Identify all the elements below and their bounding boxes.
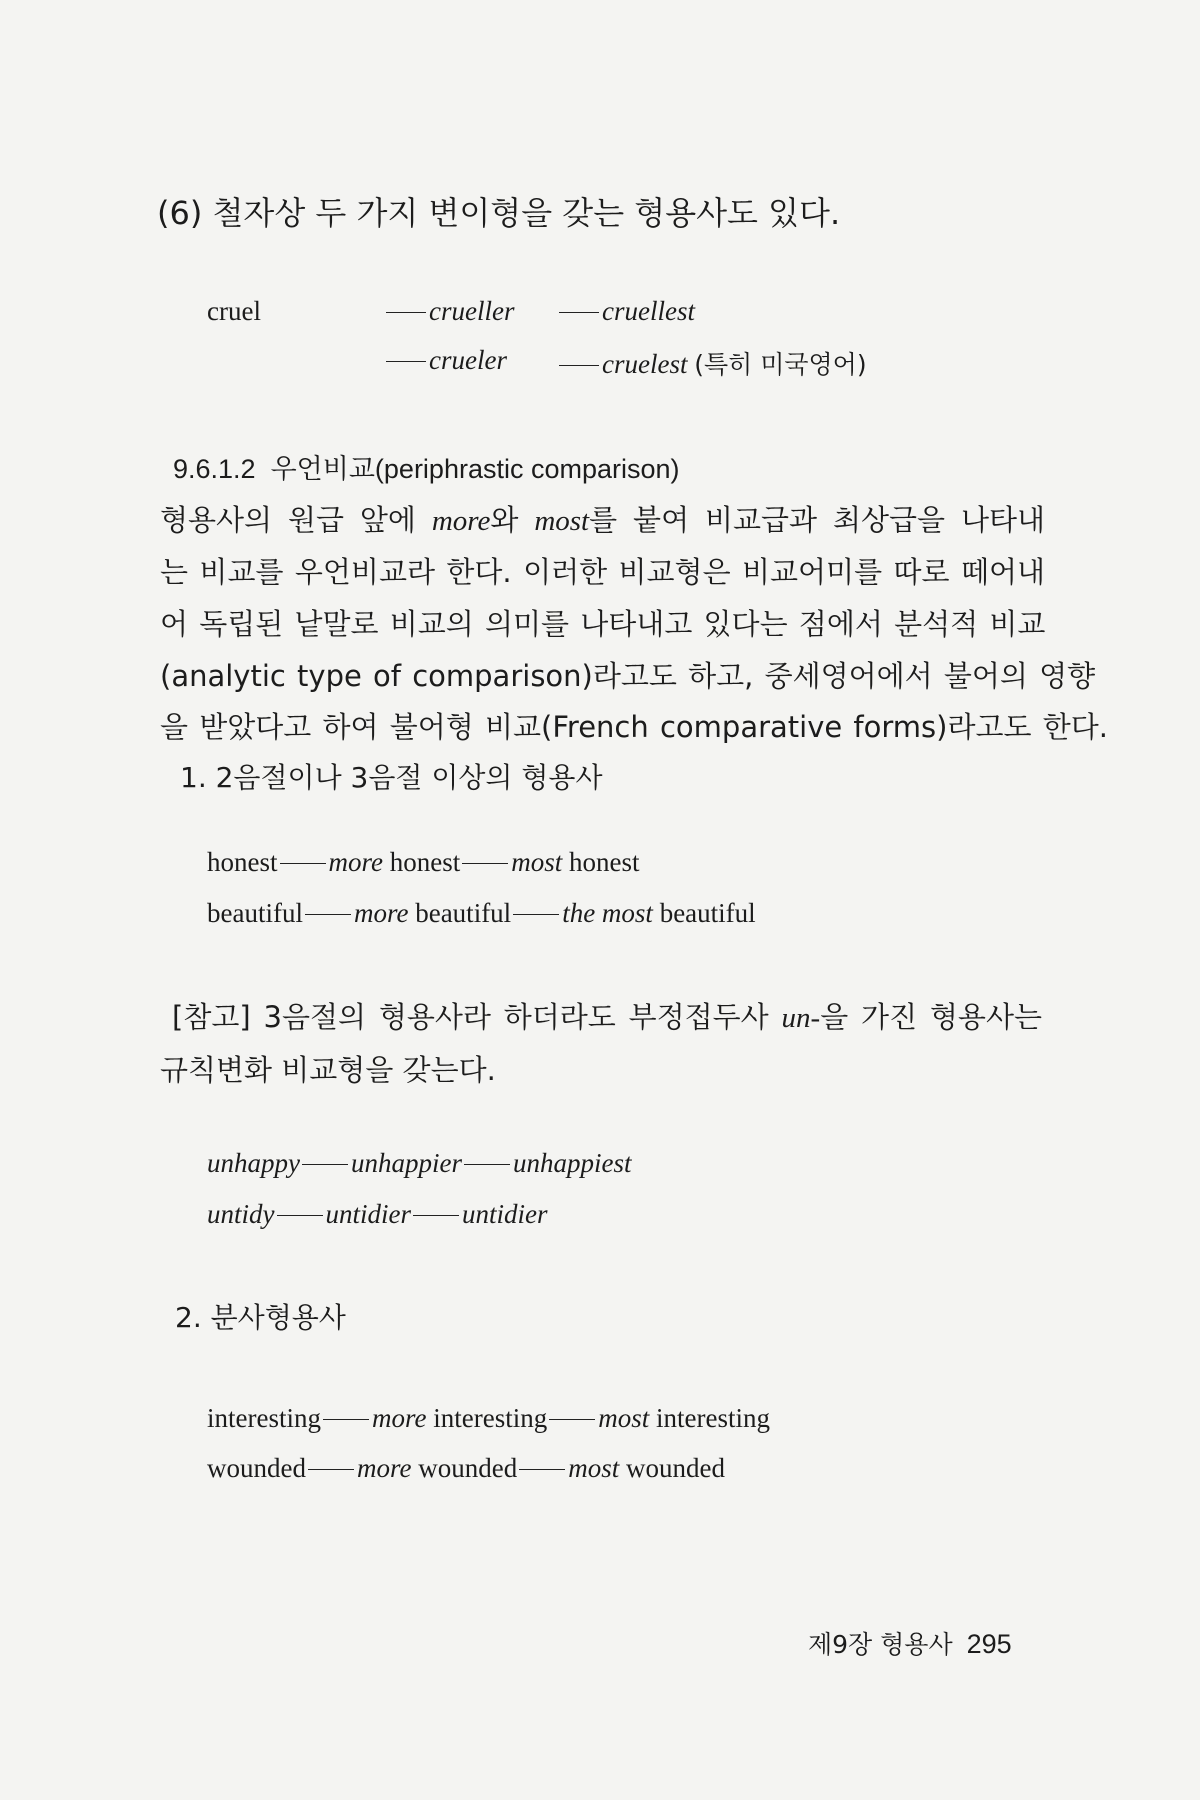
example-row: untidy untidier untidier [207,1199,548,1229]
dash [513,914,559,915]
superlative-text: cruellest [602,296,695,326]
dash [519,1469,565,1470]
dash [305,914,351,915]
paragraph-line: (analytic type of comparison)라고도 하고, 중세영어에서 불어의 영향 [160,659,1096,693]
example-row: unhappy unhappier unhappiest [207,1148,632,1178]
dash [549,1419,595,1420]
example-row: beautiful more beautiful the most beautiful [207,898,756,928]
page-number: 295 [966,1629,1012,1659]
dash [323,1419,369,1420]
section-number: 9.6.1.2 [173,454,256,484]
term-most: most [534,505,590,537]
comparative-form [384,345,507,376]
superlative-text: cruelest [602,349,688,379]
paragraph-line: 어 독립된 낱말로 비교의 의미를 나타내고 있다는 점에서 분석적 비교 [160,607,1046,641]
comparative-text: crueller [429,296,515,326]
dash [277,1215,323,1216]
superlative-form [557,296,695,327]
base-word: cruel [207,296,261,326]
example-row: interesting more interesting most interesting [207,1403,770,1433]
dash [559,365,599,366]
dash [308,1469,354,1470]
dash [413,1215,459,1216]
example-row: wounded more wounded most wounded [207,1453,725,1483]
paragraph-line: 을 받았다고 하여 불어형 비교(French comparative forms)라고도 한다. [160,710,1108,744]
chapter-label: 제9장 형용사 [808,1630,953,1659]
superlative-form [557,345,867,381]
dash [559,312,599,313]
dash [280,863,326,864]
note-line: [참고] 3음절의 형용사라 하더라도 부정접두사 un-을 가진 형용사는 [172,1000,1042,1034]
list-item-label: 2. 분사형용사 [175,1301,346,1334]
example-row: honest more honest most honest [207,847,640,877]
dash [386,361,426,362]
dash [464,1164,510,1165]
section-heading [173,447,680,486]
dash [302,1164,348,1165]
usage-note: (특히 미국영어) [694,350,867,379]
dash [462,863,508,864]
comparative-text: crueler [429,345,507,375]
section-title: 우언비교(periphrastic comparison) [270,454,680,484]
note-line: 규칙변화 비교형을 갖는다. [160,1053,496,1087]
dash [386,312,426,313]
numbered-heading: (6) 철자상 두 가지 변이형을 갖는 형용사도 있다. [157,194,841,232]
term-more: more [431,505,491,537]
comparative-form [384,296,514,327]
prefix-un: un- [781,1002,821,1034]
paragraph-line: 는 비교를 우언비교라 한다. 이러한 비교형은 비교어미를 따로 떼어내 [160,555,1045,589]
page-footer [808,1625,1012,1661]
paragraph-line: 형용사의 원급 앞에 more와 most를 붙여 비교급과 최상급을 나타내 [160,503,1045,537]
list-item-label: 1. 2음절이나 3음절 이상의 형용사 [180,761,603,794]
